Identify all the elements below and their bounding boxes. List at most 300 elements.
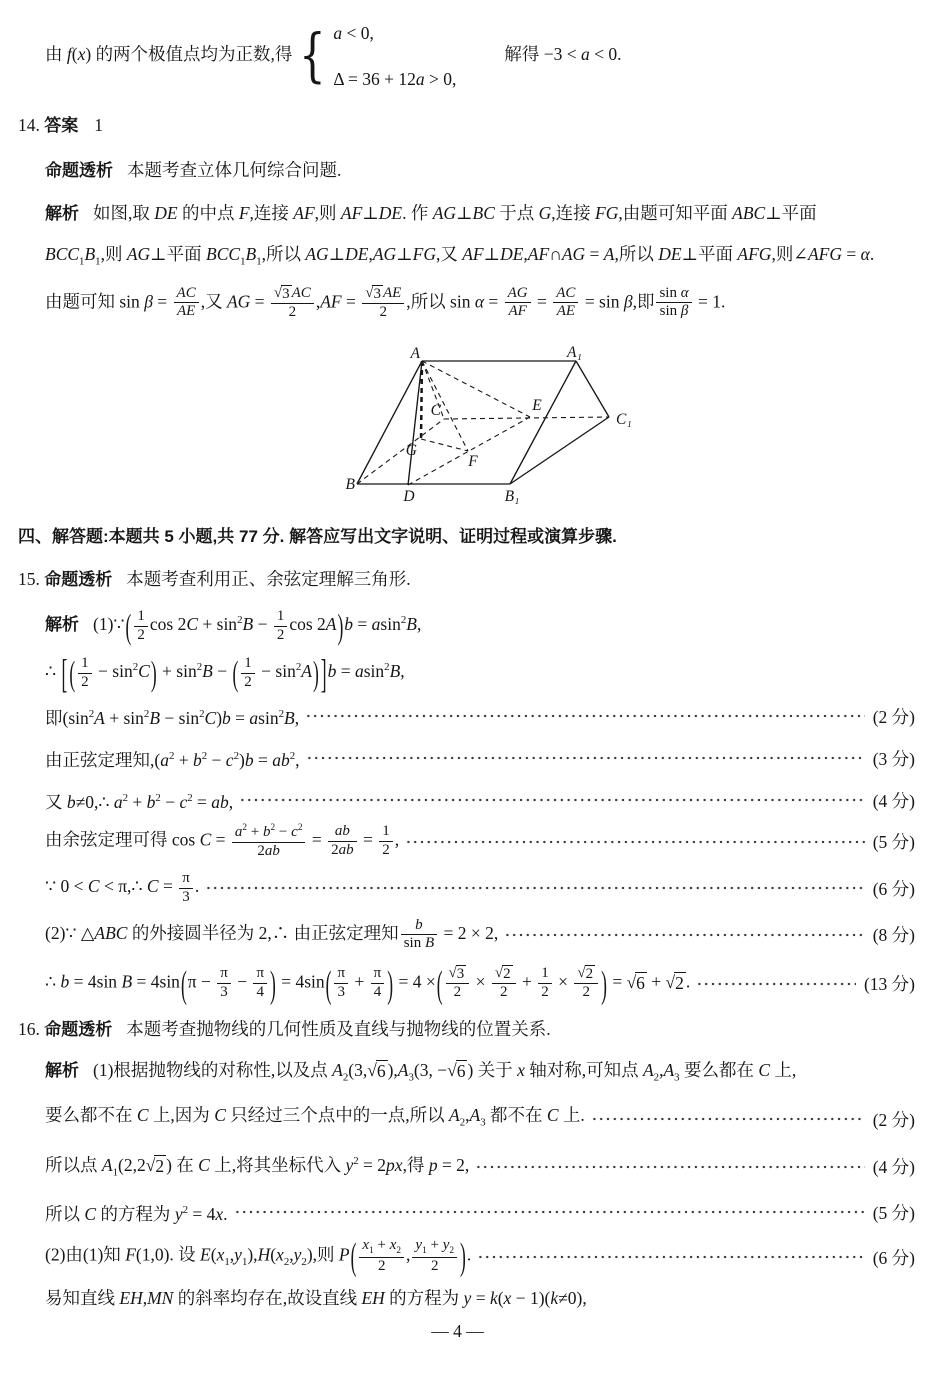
math-variable: AE xyxy=(382,284,402,301)
bold-dashed-AG-edge xyxy=(421,361,422,439)
text-run: = 1. xyxy=(693,290,726,311)
text-run: 解得 −3 < xyxy=(504,44,581,65)
radical-sign: √ xyxy=(494,965,504,982)
text-run: sin xyxy=(258,708,279,729)
text-run: , xyxy=(228,791,234,812)
fraction-numerator xyxy=(379,823,393,841)
score-label: (5 分) xyxy=(872,832,915,853)
math-variable: MN xyxy=(147,1287,174,1308)
text-run: ⊥ xyxy=(483,244,501,264)
fraction-numerator xyxy=(412,1237,457,1257)
math-variable: ABC xyxy=(94,922,128,943)
text-run: = xyxy=(211,829,230,850)
math-variable: C xyxy=(204,708,217,729)
text-run: Δ = 36 + 12 xyxy=(333,69,416,89)
text-run: 3 xyxy=(456,966,465,983)
text-run: = xyxy=(471,1287,490,1308)
text-run: 上,因为 xyxy=(148,1105,215,1126)
text-run: 3 xyxy=(282,285,290,302)
text-line xyxy=(45,198,915,229)
math-variable: α xyxy=(474,290,485,311)
text-run: sin xyxy=(659,284,681,301)
line-content xyxy=(45,1100,585,1138)
big-bracket: ( xyxy=(125,606,132,647)
line-content xyxy=(18,564,411,595)
big-bracket: ( xyxy=(350,1234,357,1279)
fraction xyxy=(538,965,552,1001)
math-variable: c xyxy=(291,823,298,840)
math-variable: f xyxy=(66,44,72,65)
left-brace: { xyxy=(299,21,327,90)
text-run: 于点 xyxy=(494,203,539,223)
math-variable: x xyxy=(276,1244,284,1265)
math-variable: k xyxy=(489,1287,498,1308)
line-content xyxy=(45,1234,472,1279)
fraction xyxy=(379,823,393,859)
superscript: 2 xyxy=(278,708,285,721)
math-variable: β xyxy=(144,290,153,311)
text-run: 2 xyxy=(155,1155,165,1176)
text-run: + xyxy=(247,823,264,840)
square-root xyxy=(365,285,383,303)
math-variable: A xyxy=(332,1059,343,1080)
text-run: cos 2 xyxy=(289,614,326,635)
superscript: 2 xyxy=(270,822,276,833)
radical-sign: √ xyxy=(665,971,676,992)
cases-rows xyxy=(333,18,456,94)
math-variable: AG xyxy=(507,284,528,301)
math-variable: a xyxy=(160,750,169,771)
text-run: 1 xyxy=(94,115,103,135)
cases-row xyxy=(333,64,456,94)
superscript: 2 xyxy=(353,1154,359,1167)
text-run: = xyxy=(250,290,269,311)
text-line xyxy=(18,521,915,552)
superscript: 2 xyxy=(384,661,390,674)
math-variable: B xyxy=(149,708,161,729)
line-content xyxy=(18,110,103,141)
square-root xyxy=(449,965,467,983)
superscript: 2 xyxy=(199,708,205,721)
math-variable: B xyxy=(424,935,435,952)
fraction-denominator xyxy=(362,303,404,322)
dotted-leader xyxy=(205,880,865,896)
superscript: 2 xyxy=(187,792,193,805)
vertex-label-E: E xyxy=(532,397,542,415)
text-run: = 4sin xyxy=(69,971,122,992)
math-variable: AG xyxy=(561,244,586,264)
math-variable: k xyxy=(550,1287,559,1308)
line-content xyxy=(45,155,341,186)
superscript: 2 xyxy=(297,822,303,833)
fraction xyxy=(253,965,267,1001)
math-variable: ABC xyxy=(732,203,766,223)
subscript: 1 xyxy=(422,1246,427,1257)
text-line xyxy=(18,1014,915,1045)
big-bracket: ( xyxy=(436,961,443,1006)
text-run: 由 xyxy=(45,44,67,65)
square-root xyxy=(627,972,647,993)
superscript: 2 xyxy=(88,708,95,721)
dotted-leader xyxy=(477,1249,864,1265)
subscript: 2 xyxy=(459,1116,466,1129)
math-variable: EH xyxy=(361,1287,385,1308)
math-variable: b xyxy=(263,823,271,840)
math-variable: ab xyxy=(272,750,290,771)
text-run: = xyxy=(336,661,355,682)
text-run: 所以 xyxy=(45,1204,85,1225)
line-content xyxy=(45,1146,469,1187)
text-run: 1 xyxy=(81,655,89,672)
text-run: ,又 xyxy=(435,244,463,264)
fraction-numerator xyxy=(271,285,314,303)
radical-sign: √ xyxy=(577,965,586,982)
math-variable: y xyxy=(463,1287,472,1308)
text-run: 2 xyxy=(582,984,590,1001)
text-run: 1 xyxy=(276,608,285,625)
text-run: − xyxy=(253,614,272,635)
text-run: = xyxy=(152,290,172,311)
subscript: 2 xyxy=(283,1255,290,1268)
superscript: 2 xyxy=(233,750,239,763)
math-variable: C xyxy=(146,876,159,897)
text-run: = xyxy=(607,971,627,992)
text-run: ,即 xyxy=(632,290,655,311)
superscript: 2 xyxy=(143,708,150,721)
line-content xyxy=(45,917,498,953)
dashed-edges xyxy=(357,361,609,485)
text-line xyxy=(45,285,915,322)
text-run: ( xyxy=(210,1244,217,1265)
text-run: ⊥ xyxy=(328,244,346,264)
text-run: ⊥平面 xyxy=(765,203,817,223)
text-run: − xyxy=(275,823,292,840)
square-root xyxy=(577,965,595,983)
math-variable: AG xyxy=(305,244,329,264)
math-variable: px xyxy=(386,1154,403,1175)
text-run: 2 xyxy=(377,1258,386,1275)
text-line xyxy=(45,1234,915,1279)
fraction-denominator xyxy=(371,983,385,1002)
math-variable: AG xyxy=(226,290,251,311)
math-variable: DE xyxy=(658,244,682,264)
math-variable: a xyxy=(113,791,123,812)
fraction-denominator xyxy=(574,983,598,1002)
big-bracket: ) xyxy=(601,961,607,1006)
text-run: = xyxy=(585,244,604,264)
text-run: . xyxy=(194,876,200,897)
math-variable: α xyxy=(860,244,870,264)
text-run: ) 关于 xyxy=(467,1059,518,1080)
text-run: . xyxy=(869,244,875,264)
fraction-numerator xyxy=(401,917,437,935)
text-run: (1)根据抛物线的对称性,以及点 xyxy=(93,1059,333,1080)
text-run: . xyxy=(223,1204,228,1225)
subscript: 3 xyxy=(408,1071,414,1084)
page-number: — 4 — xyxy=(431,1321,484,1342)
fraction-numerator xyxy=(253,965,267,983)
text-run: π xyxy=(373,965,382,982)
fraction xyxy=(401,917,437,953)
fraction-numerator xyxy=(362,285,404,303)
text-run: = xyxy=(484,290,503,311)
subscript: 2 xyxy=(342,1071,349,1084)
fraction xyxy=(134,608,148,644)
math-variable: x xyxy=(215,1204,224,1225)
fraction-denominator xyxy=(232,842,306,861)
fraction xyxy=(328,823,357,859)
math-variable: B xyxy=(245,244,257,264)
text-run: = 2 × 2, xyxy=(439,922,499,943)
dotted-leader xyxy=(234,1204,865,1220)
fraction xyxy=(553,285,578,321)
math-variable: AF xyxy=(293,203,315,223)
radicand xyxy=(585,965,596,983)
text-run: sin xyxy=(403,935,425,952)
text-run: ,连接 xyxy=(249,203,294,223)
text-run: = xyxy=(192,791,212,812)
text-run: , xyxy=(368,244,373,264)
line-content xyxy=(45,961,691,1006)
text-line xyxy=(45,155,915,186)
text-run: 易知直线 xyxy=(45,1287,120,1308)
square-root xyxy=(367,1060,387,1081)
radical-sign: √ xyxy=(273,284,283,301)
text-run: . xyxy=(685,971,691,992)
text-run: 本题考查立体几何综合问题. xyxy=(127,160,342,180)
score-label: (4 分) xyxy=(872,1157,915,1178)
score-label: (8 分) xyxy=(872,925,915,946)
subscript: 3 xyxy=(674,1071,680,1084)
fraction-denominator xyxy=(253,983,267,1002)
subscript: 2 xyxy=(449,1246,455,1257)
text-run: − xyxy=(207,750,226,771)
text-run: = 2 xyxy=(358,1154,387,1175)
text-run: − xyxy=(232,971,252,992)
dotted-leader xyxy=(305,708,865,724)
text-run: ) 在 xyxy=(166,1154,199,1175)
vertex-label-A1: A₁ xyxy=(567,344,582,362)
score-label: (3 分) xyxy=(872,748,915,769)
subscript: 3 xyxy=(480,1116,486,1129)
dotted-leader xyxy=(696,976,856,992)
fraction-numerator xyxy=(446,965,470,983)
score-label: (5 分) xyxy=(872,1202,915,1223)
math-variable: A xyxy=(469,1105,481,1126)
superscript: 2 xyxy=(289,750,296,763)
text-run: − 1)( xyxy=(511,1287,551,1308)
math-variable: A xyxy=(449,1105,460,1126)
math-variable: A xyxy=(397,1059,409,1080)
fraction xyxy=(574,965,598,1002)
line-content xyxy=(45,1055,796,1093)
fraction-numerator xyxy=(274,608,288,626)
text-line xyxy=(18,110,915,141)
math-variable: C xyxy=(198,1154,210,1175)
line-content xyxy=(45,198,817,229)
math-variable: b xyxy=(415,916,423,933)
text-run: 的两个极值点均为正数,得 xyxy=(91,44,293,65)
math-variable: C xyxy=(138,661,150,682)
text-run: + sin xyxy=(104,708,144,729)
text-run: , xyxy=(416,614,422,635)
line-content xyxy=(18,1014,551,1045)
fraction-numerator xyxy=(78,655,92,673)
math-variable: DE xyxy=(500,244,524,264)
text-line xyxy=(45,239,915,277)
dotted-leader xyxy=(504,927,864,943)
fraction-denominator xyxy=(334,983,348,1002)
math-variable: AC xyxy=(556,284,576,301)
math-variable: P xyxy=(338,1244,350,1265)
text-run: ⊥ xyxy=(396,244,413,264)
text-line xyxy=(45,741,915,775)
bold-label: 解析 xyxy=(45,204,79,223)
square-root xyxy=(495,965,513,983)
text-run: ,又 xyxy=(200,290,227,311)
text-run: 2 xyxy=(453,984,462,1001)
text-run: 2 xyxy=(382,842,390,859)
math-variable: G xyxy=(538,203,552,223)
fraction-denominator xyxy=(274,626,288,645)
fraction xyxy=(179,870,193,906)
score-label: (13 分) xyxy=(863,974,915,995)
math-variable: y xyxy=(345,1154,354,1175)
math-variable: B xyxy=(284,708,295,729)
line-content xyxy=(45,741,300,775)
text-run: 的方程为 xyxy=(96,1204,175,1225)
line-content xyxy=(45,650,405,697)
fraction xyxy=(334,965,348,1001)
fraction-numerator xyxy=(232,823,306,842)
text-run: 2 xyxy=(81,673,89,690)
math-variable: p xyxy=(428,1154,438,1175)
math-variable: B xyxy=(84,244,96,264)
text-run: ,得 xyxy=(402,1154,429,1175)
text-run: 要么都在 xyxy=(679,1059,759,1080)
text-run: ,则∠ xyxy=(771,244,808,264)
text-line xyxy=(45,1146,915,1187)
text-line xyxy=(45,1055,915,1093)
text-run: ,由题可知平面 xyxy=(618,203,733,223)
fraction-denominator xyxy=(134,626,148,645)
fraction-numerator xyxy=(134,608,148,626)
vertex-label-C1: C₁ xyxy=(616,411,632,429)
text-run: + sin xyxy=(157,661,197,682)
big-bracket: [ xyxy=(61,650,68,697)
text-run: 只经过三个点中的一点,所以 xyxy=(225,1105,449,1126)
radicand xyxy=(674,972,686,993)
math-variable: B xyxy=(406,614,417,635)
superscript: 2 xyxy=(122,792,129,805)
cases-row xyxy=(333,18,374,48)
math-variable: C xyxy=(136,1105,149,1126)
bold-label: 解析 xyxy=(45,1060,79,1080)
text-line xyxy=(45,1100,915,1138)
bold-label: 四、解答题:本题共 5 小题,共 77 分. 解答应写出文字说明、证明过程或演算步骤. xyxy=(18,527,617,547)
text-run: , xyxy=(295,750,300,771)
radicand xyxy=(502,965,513,983)
text-run: 2 xyxy=(500,984,508,1001)
text-run: ,所以 xyxy=(614,244,659,264)
math-variable: x xyxy=(517,1059,525,1080)
math-variable: ab xyxy=(264,842,280,859)
text-run: − xyxy=(160,791,180,812)
fraction-numerator xyxy=(371,965,385,983)
square-root xyxy=(274,285,292,303)
fraction xyxy=(359,1237,404,1276)
math-variable: AG xyxy=(432,203,457,223)
text-run: ( xyxy=(497,1287,504,1308)
fraction xyxy=(232,823,306,860)
text-run: 都不在 xyxy=(485,1105,547,1126)
text-run: , xyxy=(289,1244,294,1265)
text-run: ) xyxy=(239,750,245,771)
superscript: 2 xyxy=(168,750,175,763)
text-run: 2 xyxy=(331,842,339,859)
fraction xyxy=(412,1237,457,1276)
text-run: 2 xyxy=(276,626,285,643)
math-variable: AC xyxy=(176,284,196,301)
math-variable: C xyxy=(214,1105,226,1126)
fraction-numerator xyxy=(538,965,552,983)
math-variable: DE xyxy=(378,203,403,223)
text-run: = sin xyxy=(580,290,624,311)
fraction xyxy=(271,285,314,322)
superscript: 2 xyxy=(237,614,243,627)
score-label: (6 分) xyxy=(872,878,915,899)
math-variable: AF xyxy=(320,290,342,311)
text-run: (2)由(1)知 xyxy=(45,1244,126,1265)
text-run: 要么都不在 xyxy=(45,1105,137,1126)
subscript: 1 xyxy=(112,1166,118,1179)
text-run: ⊥ xyxy=(362,203,379,223)
fraction-denominator xyxy=(505,302,531,321)
vertex-label-F: F xyxy=(468,453,478,471)
line-content xyxy=(45,870,199,906)
fraction-numerator xyxy=(553,285,578,303)
text-run: 1 xyxy=(244,655,252,672)
vertex-label-A: A xyxy=(410,345,420,363)
text-run: , xyxy=(465,1105,470,1126)
fraction xyxy=(656,285,691,321)
text-run: , xyxy=(659,1059,664,1080)
fraction-denominator xyxy=(446,983,470,1002)
text-line xyxy=(45,18,915,94)
text-run: + xyxy=(426,1237,443,1254)
math-variable: A xyxy=(325,614,337,635)
fraction-denominator xyxy=(492,983,516,1002)
text-run: − sin xyxy=(93,661,133,682)
math-variable: AG xyxy=(126,244,151,264)
text-run: 本题考查抛物线的几何性质及直线与抛物线的位置关系. xyxy=(126,1018,551,1039)
math-variable: A xyxy=(94,708,105,729)
math-variable: BCC xyxy=(45,244,80,264)
text-run: > 0, xyxy=(424,69,457,89)
text-run: 2 xyxy=(675,972,684,993)
text-run: 即(sin xyxy=(45,708,89,729)
text-run: 上. xyxy=(558,1105,585,1126)
line-content xyxy=(45,239,874,277)
text-line xyxy=(45,650,915,697)
math-variable: C xyxy=(84,1204,97,1225)
dotted-leader xyxy=(405,834,865,850)
text-line xyxy=(45,1195,915,1229)
text-run: , xyxy=(294,708,300,729)
math-variable: y xyxy=(293,1244,302,1265)
radicand xyxy=(376,1060,388,1081)
text-run: = 4sin xyxy=(276,971,325,992)
